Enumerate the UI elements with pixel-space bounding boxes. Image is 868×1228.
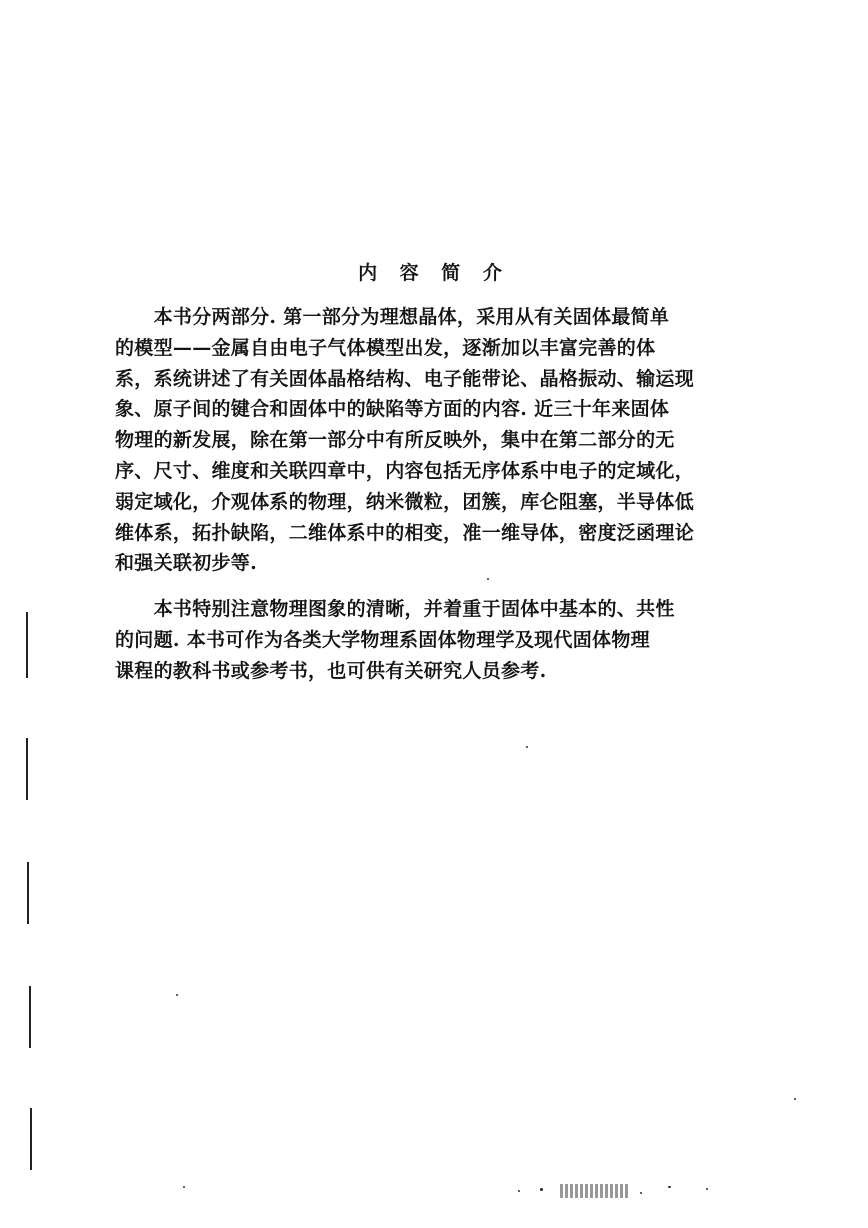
text-line: 维体系，拓扑缺陷，二维体系中的相变，准一维导体，密度泛函理论 <box>115 521 695 544</box>
section-title: 内 容 简 介 <box>358 262 510 284</box>
scan-margin-mark <box>27 862 29 924</box>
text-line: 系，系统讲述了有关固体晶格结构、电子能带论、晶格振动、输运现 <box>115 367 695 390</box>
summary-paragraph-2 <box>115 594 755 686</box>
text-line: 的模型——金属自由电子气体模型出发，逐渐加以丰富完善的体 <box>115 336 656 359</box>
text-line: 的问题. 本书可作为各类大学物理系固体物理学及现代固体物理 <box>115 628 650 651</box>
scan-smudge <box>560 1184 630 1198</box>
text-line: 课程的教科书或参考书，也可供有关研究人员参考. <box>115 659 547 682</box>
text-line: 本书特别注意物理图象的清晰，并着重于固体中基本的、共性 <box>115 598 675 620</box>
summary-paragraph-1 <box>115 302 755 579</box>
scan-speck <box>794 1098 796 1100</box>
scan-margin-mark <box>26 738 28 800</box>
scan-speck <box>526 746 528 748</box>
text-line: 和强关联初步等. <box>115 552 258 575</box>
scan-speck <box>668 1186 671 1188</box>
text-line: 物理的新发展，除在第一部分中有所反映外，集中在第二部分的无 <box>115 429 675 452</box>
scan-speck <box>640 1192 642 1194</box>
scan-speck <box>176 994 178 996</box>
scan-margin-mark <box>26 612 28 678</box>
text-line: 序、尺寸、维度和关联四章中，内容包括无序体系中电子的定域化， <box>115 459 695 482</box>
scan-speck <box>183 1186 185 1188</box>
scan-speck <box>540 1188 543 1191</box>
scan-speck <box>487 578 489 580</box>
scan-speck <box>518 1190 520 1192</box>
scan-margin-mark <box>30 1108 32 1170</box>
text-line: 象、原子间的键合和固体中的缺陷等方面的内容. 近三十年来固体 <box>115 398 670 421</box>
text-line: 本书分两部分. 第一部分为理想晶体，采用从有关固体最简单 <box>115 306 670 328</box>
scan-margin-mark <box>29 986 31 1048</box>
text-line: 弱定域化，介观体系的物理，纳米微粒，团簇，库仑阻塞，半导体低 <box>115 490 695 513</box>
scan-speck <box>706 1188 708 1190</box>
